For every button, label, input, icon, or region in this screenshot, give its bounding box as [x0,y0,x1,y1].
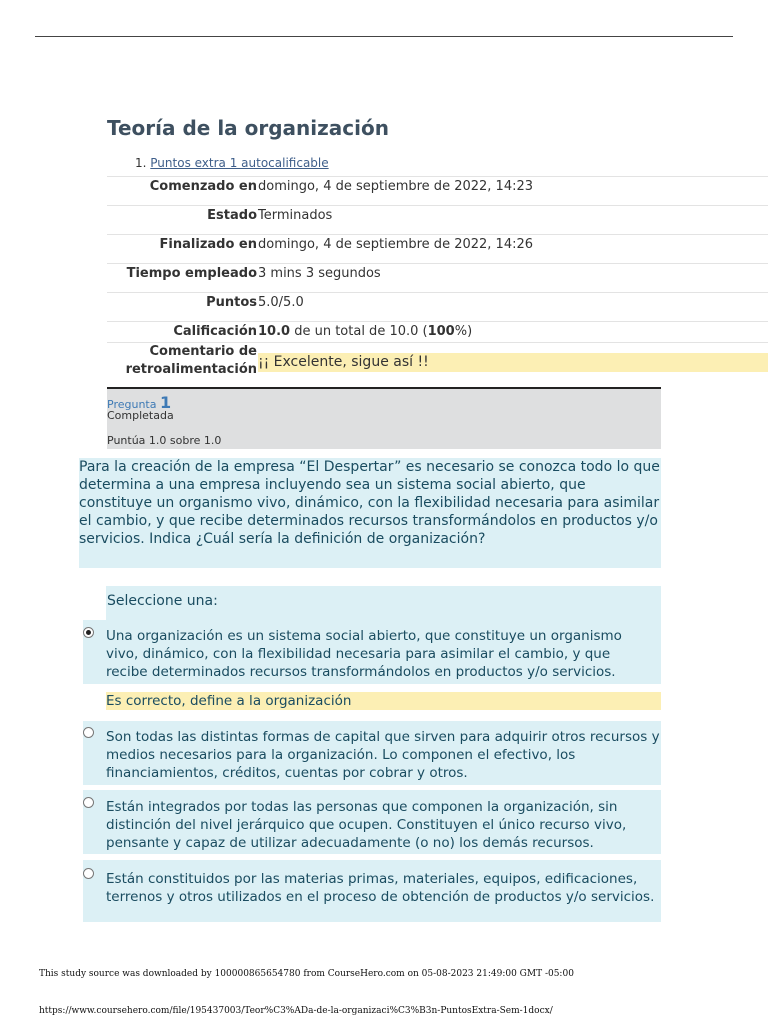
question-number: 1 [159,393,172,412]
summary-row-points [107,292,768,321]
grade-middle: de un total de 10.0 ( [290,324,428,339]
footer-download-notice: This study source was downloaded by 100000865654780 from CourseHero.com on 05-08-2023 21:49:00 GMT -05:00 [39,969,574,979]
answer-prompt: Seleccione una: [107,593,218,609]
answer-option-2: Son todas las distintas formas de capital que sirven para adquirir otros recursos y medios necesarios para la organización. Lo componen el efectivo, los financiamientos, créditos, cuentas por cobrar y otros. [106,729,660,781]
summary-row-feedback [107,342,768,383]
answer-option-1-radio[interactable] [83,627,94,638]
summary-label: Estado [207,208,257,223]
feedback-label [126,343,257,379]
summary-label: Comenzado en [149,179,257,194]
summary-label: Tiempo empleado [126,266,257,281]
answer-option-2-radio[interactable] [83,727,94,738]
answer-option-3-radio[interactable] [83,797,94,808]
question-info-box [107,387,661,449]
summary-value: 3 mins 3 segundos [258,266,381,281]
summary-row-state [107,205,768,234]
summary-value: 5.0/5.0 [258,295,304,310]
answer-option-3: Están integrados por todas las personas que componen la organización, sin distinción del nivel jerárquico que ocupen. Constituyen el único recurso vivo, pensante y capaz de utilizar adecuadamente (o no) los demás recursos. [106,799,627,851]
summary-row-finished [107,234,768,263]
summary-row-started [107,176,768,205]
question-grade: Puntúa 1.0 sobre 1.0 [107,434,222,447]
feedback-label-line1: Comentario de [149,344,257,359]
question-text: Para la creación de la empresa “El Despertar” es necesario se conozca todo lo que determina a una empresa incluyendo sea un sistema social abierto, que constituye un organismo vivo, dinámico, con la flexibilidad necesaria para asimilar el cambio, y que recibe determinados recursos transformándolos en productos y/o servicios. Indica ¿Cuál sería la definición de organización? [79,459,660,547]
breadcrumb-number: 1. [135,156,147,170]
footer-source-url: https://www.coursehero.com/file/195437003/Teor%C3%ADa-de-la-organizaci%C3%B3n-PuntosExtra-Sem-1docx/ [39,1006,553,1016]
summary-label: Calificación [173,324,257,339]
breadcrumb-link-puntos-extra[interactable]: Puntos extra 1 autocalificable [150,156,329,170]
grade-percent: 100 [427,324,455,339]
summary-row-time-taken [107,263,768,292]
feedback-value: ¡¡ Excelente, sigue así !! [258,353,768,372]
question-label-text: Pregunta [107,398,157,411]
attempt-summary-table [107,176,768,350]
grade-score: 10.0 [258,324,291,339]
page-title: Teoría de la organización [107,116,389,140]
breadcrumb [135,156,329,170]
summary-label: Puntos [206,295,257,310]
feedback-label-line2: retroalimentación [125,362,257,377]
question-text-box [79,458,661,568]
correct-feedback: Es correcto, define a la organización [106,692,661,710]
grade-end: %) [454,324,473,339]
answer-area [83,586,661,922]
answer-option-1: Una organización es un sistema social abierto, que constituye un organismo vivo, dinámico, con la flexibilidad necesaria para asimilar el cambio, y que recibe determinados recursos transformándolos en productos y/o servicios. [106,628,622,680]
question-state: Completada [107,409,174,422]
answer-option-4: Están constituidos por las materias primas, materiales, equipos, edificaciones, terrenos y otros utilizados en el proceso de obtención de productos y/o servicios. [106,871,655,905]
summary-value: domingo, 4 de septiembre de 2022, 14:23 [258,179,534,194]
summary-value: domingo, 4 de septiembre de 2022, 14:26 [258,237,534,252]
summary-value: Terminados [258,208,333,223]
top-divider [35,36,733,37]
answer-option-4-radio[interactable] [83,868,94,879]
summary-label: Finalizado en [159,237,257,252]
